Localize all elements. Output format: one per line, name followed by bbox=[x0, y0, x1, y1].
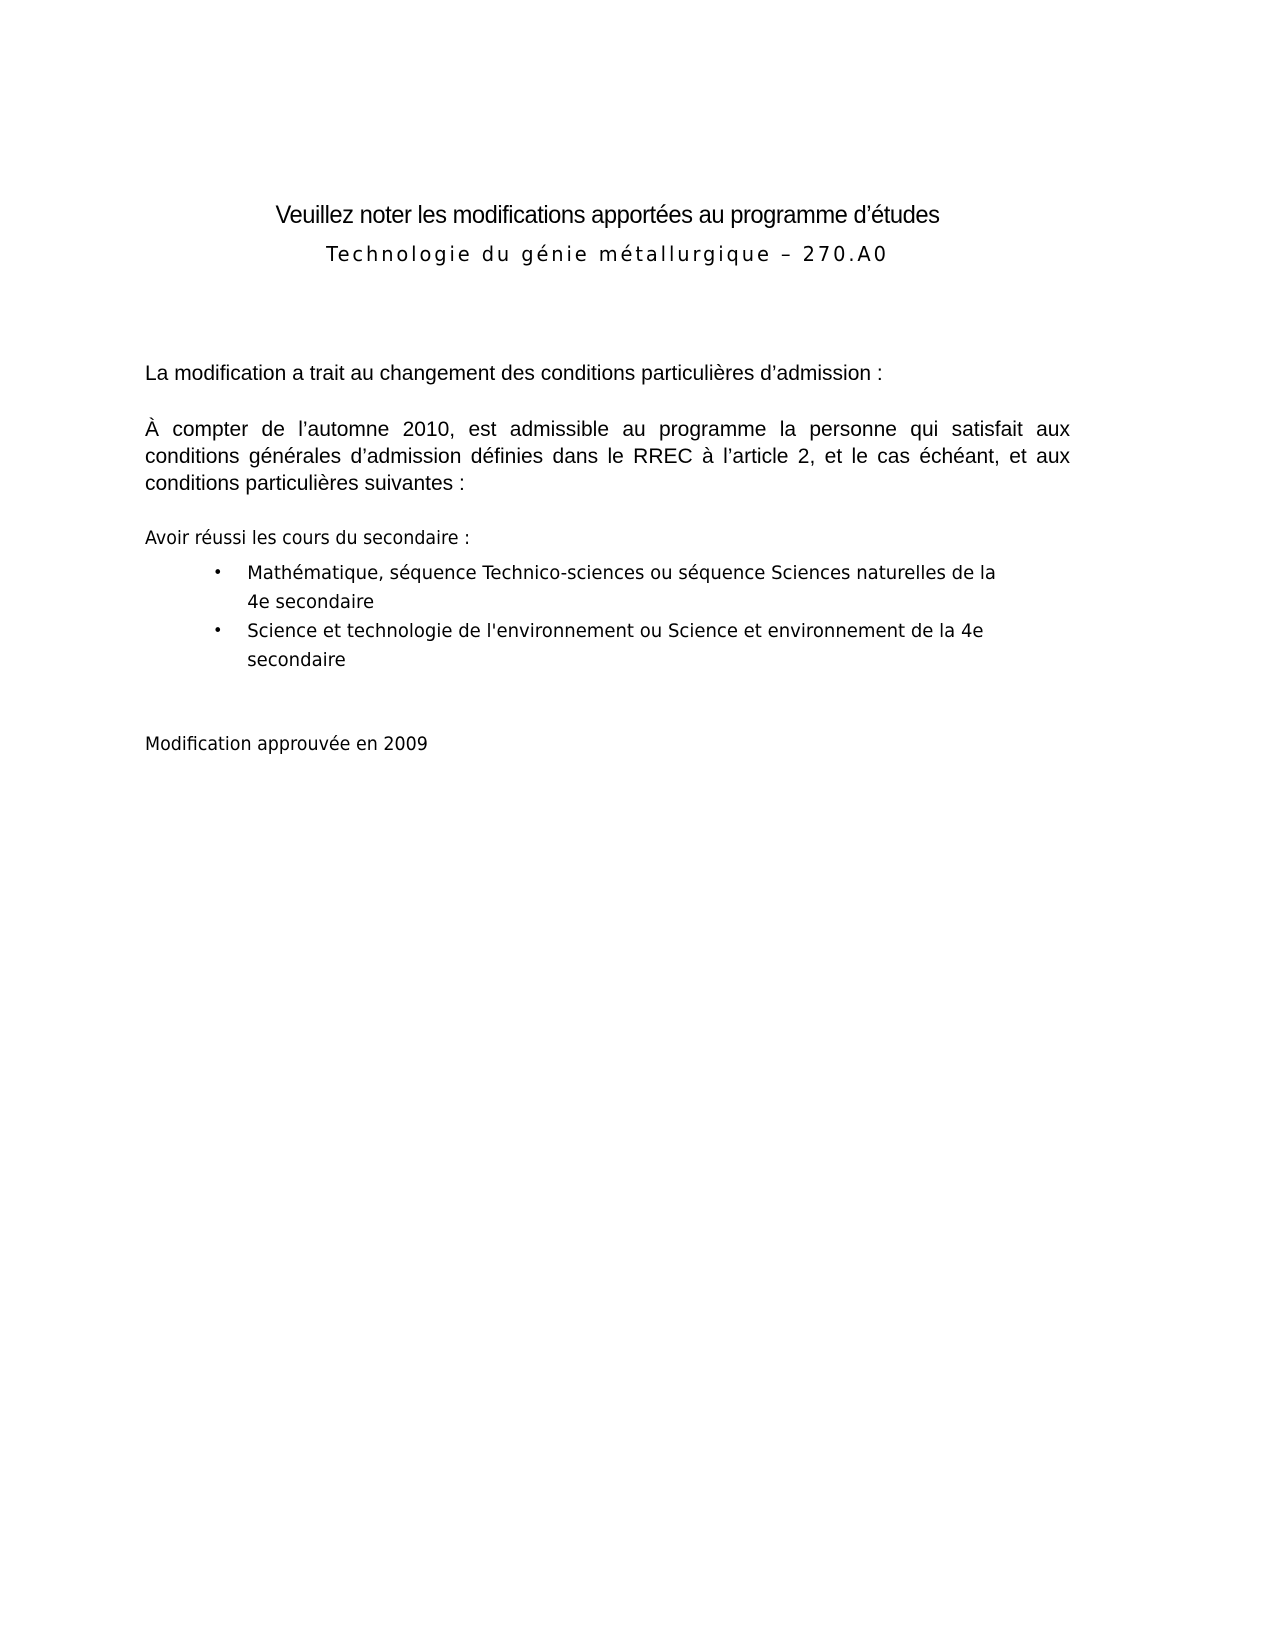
bullet-icon: • bbox=[213, 621, 223, 641]
bullet-icon: • bbox=[213, 563, 223, 583]
admission-paragraph: À compter de l’automne 2010, est admissible au programme la personne qui satisfait aux conditions générales d’admission définies dans le RREC à l’article 2, et le cas échéant, et aux conditions particulières suivantes : bbox=[145, 418, 1070, 495]
bullet-item-science: Science et technologie de l'environnement ou Science et environnement de la 4e secondaire bbox=[247, 620, 984, 671]
requirements-bullet-list bbox=[213, 559, 1016, 675]
list-item bbox=[213, 559, 1016, 617]
approval-note: Modification approuvée en 2009 bbox=[145, 733, 428, 755]
page-subtitle: Technologie du génie métallurgique – 270.A0 bbox=[326, 242, 889, 266]
page-title: Veuillez noter les modifications apportées au programme d’études bbox=[275, 201, 940, 229]
list-item bbox=[213, 617, 1016, 675]
intro-paragraph: La modification a trait au changement des conditions particulières d’admission : bbox=[145, 362, 883, 385]
bullet-item-math: Mathématique, séquence Technico-sciences ou séquence Sciences naturelles de la 4e secondaire bbox=[247, 562, 996, 613]
courses-intro-line: Avoir réussi les cours du secondaire : bbox=[145, 527, 470, 549]
